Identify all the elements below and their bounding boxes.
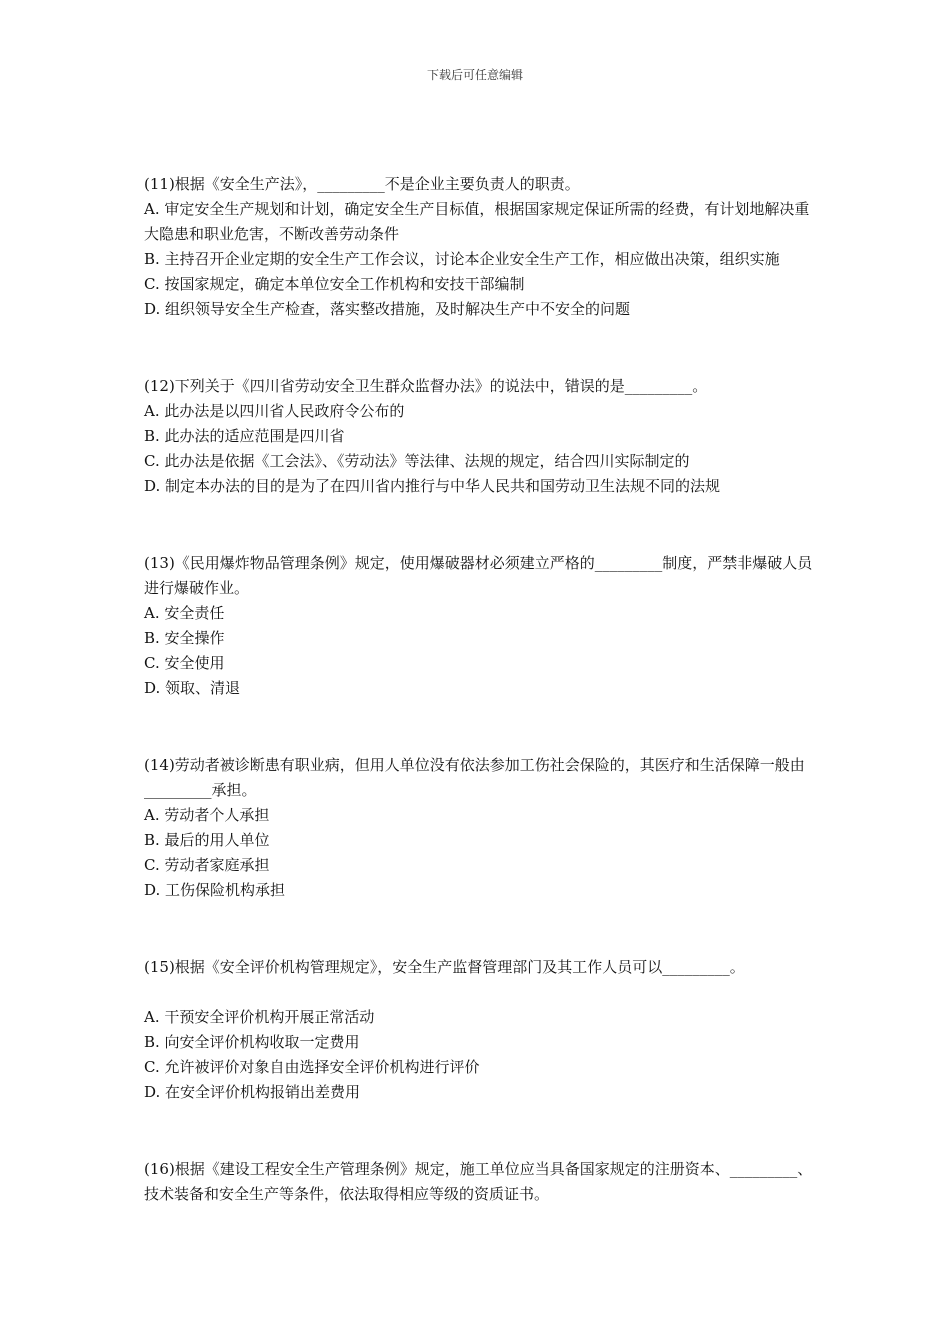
question-stem: (12)下列关于《四川省劳动安全卫生群众监督办法》的说法中，错误的是_________。	[144, 377, 708, 395]
question-16	[144, 1157, 816, 1207]
option-c: C. 安全使用	[144, 654, 225, 672]
option-a: A. 安全责任	[144, 604, 225, 622]
question-stem: (16)根据《建设工程安全生产管理条例》规定，施工单位应当具备国家规定的注册资本、_________、技术装备和安全生产等条件，依法取得相应等级的资质证书。	[144, 1160, 813, 1203]
option-a: A. 审定安全生产规划和计划，确定安全生产目标值，根据国家规定保证所需的经费，有计划地解决重大隐患和职业危害，不断改善劳动条件	[144, 200, 810, 243]
option-d: D. 工伤保险机构承担	[144, 881, 286, 899]
question-13	[144, 551, 816, 701]
option-d: D. 在安全评价机构报销出差费用	[144, 1083, 361, 1101]
option-c: C. 允许被评价对象自由选择安全评价机构进行评价	[144, 1058, 480, 1076]
option-d: D. 制定本办法的目的是为了在四川省内推行与中华人民共和国劳动卫生法规不同的法规	[144, 477, 721, 495]
option-b: B. 最后的用人单位	[144, 831, 270, 849]
option-b: B. 主持召开企业定期的安全生产工作会议，讨论本企业安全生产工作，相应做出决策，组织实施	[144, 250, 780, 268]
option-b: B. 向安全评价机构收取一定费用	[144, 1033, 360, 1051]
option-b: B. 安全操作	[144, 629, 225, 647]
document-body	[144, 172, 816, 1259]
option-c: C. 按国家规定，确定本单位安全工作机构和安技干部编制	[144, 275, 525, 293]
option-b: B. 此办法的适应范围是四川省	[144, 427, 345, 445]
option-c: C. 劳动者家庭承担	[144, 856, 270, 874]
option-a: A. 劳动者个人承担	[144, 806, 270, 824]
option-d: D. 领取、清退	[144, 679, 241, 697]
question-14	[144, 753, 816, 903]
option-d: D. 组织领导安全生产检查，落实整改措施，及时解决生产中不安全的问题	[144, 300, 631, 318]
page-header: 下载后可任意编辑	[426, 68, 523, 82]
question-stem: (13)《民用爆炸物品管理条例》规定，使用爆破器材必须建立严格的_________制度，严禁非爆破人员进行爆破作业。	[144, 554, 813, 597]
question-12	[144, 374, 816, 499]
question-stem: (14)劳动者被诊断患有职业病，但用人单位没有依法参加工伤社会保险的，其医疗和生活保障一般由_________承担。	[144, 756, 805, 799]
question-15	[144, 955, 816, 1105]
option-a: A. 干预安全评价机构开展正常活动	[144, 1008, 375, 1026]
question-11	[144, 172, 816, 322]
option-a: A. 此办法是以四川省人民政府令公布的	[144, 402, 405, 420]
question-stem: (15)根据《安全评价机构管理规定》，安全生产监督管理部门及其工作人员可以_________。	[144, 958, 745, 976]
option-c: C. 此办法是依据《工会法》、《劳动法》等法律、法规的规定，结合四川实际制定的	[144, 452, 690, 470]
question-stem: (11)根据《安全生产法》，_________不是企业主要负责人的职责。	[144, 175, 580, 193]
